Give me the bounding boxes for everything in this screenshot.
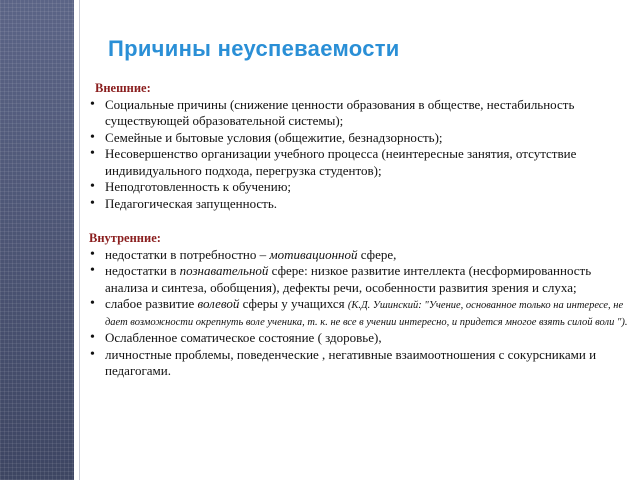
- slide-content: [89, 80, 629, 380]
- item-emphasis: познавательной: [179, 263, 269, 278]
- list-item: • Педагогическая запущенность.: [89, 196, 629, 213]
- item-text: сфере: низкое развитие интеллекта (несформированность анализа и синтеза, обобщения), дефекты речи, особенности развития зрения и слуха;: [105, 263, 592, 295]
- list-item: [89, 263, 629, 296]
- list-item: [89, 296, 629, 330]
- list-item: • Социальные причины (снижение ценности образования в обществе, нестабильность существующей образовательной системы);: [89, 97, 629, 130]
- ushinsky-quote: (К.Д. Ушинский: "Учение, основанное только на интересе, не дает возможности окрепнуть воле ученика, т. к. не все в учении интересно, и придется многое взять силой воли ").: [105, 300, 628, 328]
- item-text: сферы у учащихся: [239, 296, 348, 311]
- list-item: • Неподготовленность к обучению;: [89, 179, 629, 196]
- item-text: сфере,: [357, 246, 397, 262]
- external-heading: Внешние:: [95, 81, 151, 95]
- internal-list: [89, 247, 629, 380]
- item-emphasis: волевой: [197, 296, 240, 311]
- item-emphasis: мотивационной: [269, 246, 358, 262]
- internal-heading: Внутренние:: [89, 231, 161, 245]
- external-list: [89, 97, 629, 213]
- list-item: • Семейные и бытовые условия (общежитие, безнадзорность);: [89, 130, 629, 147]
- list-item: [89, 247, 629, 264]
- slide-title: Причины неуспеваемости: [108, 36, 400, 61]
- decorative-sidebar: [0, 0, 74, 480]
- item-text: недостатки в потребностно –: [105, 246, 270, 262]
- item-text: недостатки в: [105, 263, 180, 278]
- list-item: • Несовершенство организации учебного процесса (неинтересные занятия, отсутствие индивидуального подхода, перегрузка студентов);: [89, 146, 629, 179]
- list-item: • личностные проблемы, поведенческие , негативные взаимоотношения с сокурсниками и педагогами.: [89, 347, 629, 380]
- list-item: • Ослабленное соматическое состояние ( здоровье),: [89, 330, 629, 347]
- item-text: слабое развитие: [105, 296, 198, 311]
